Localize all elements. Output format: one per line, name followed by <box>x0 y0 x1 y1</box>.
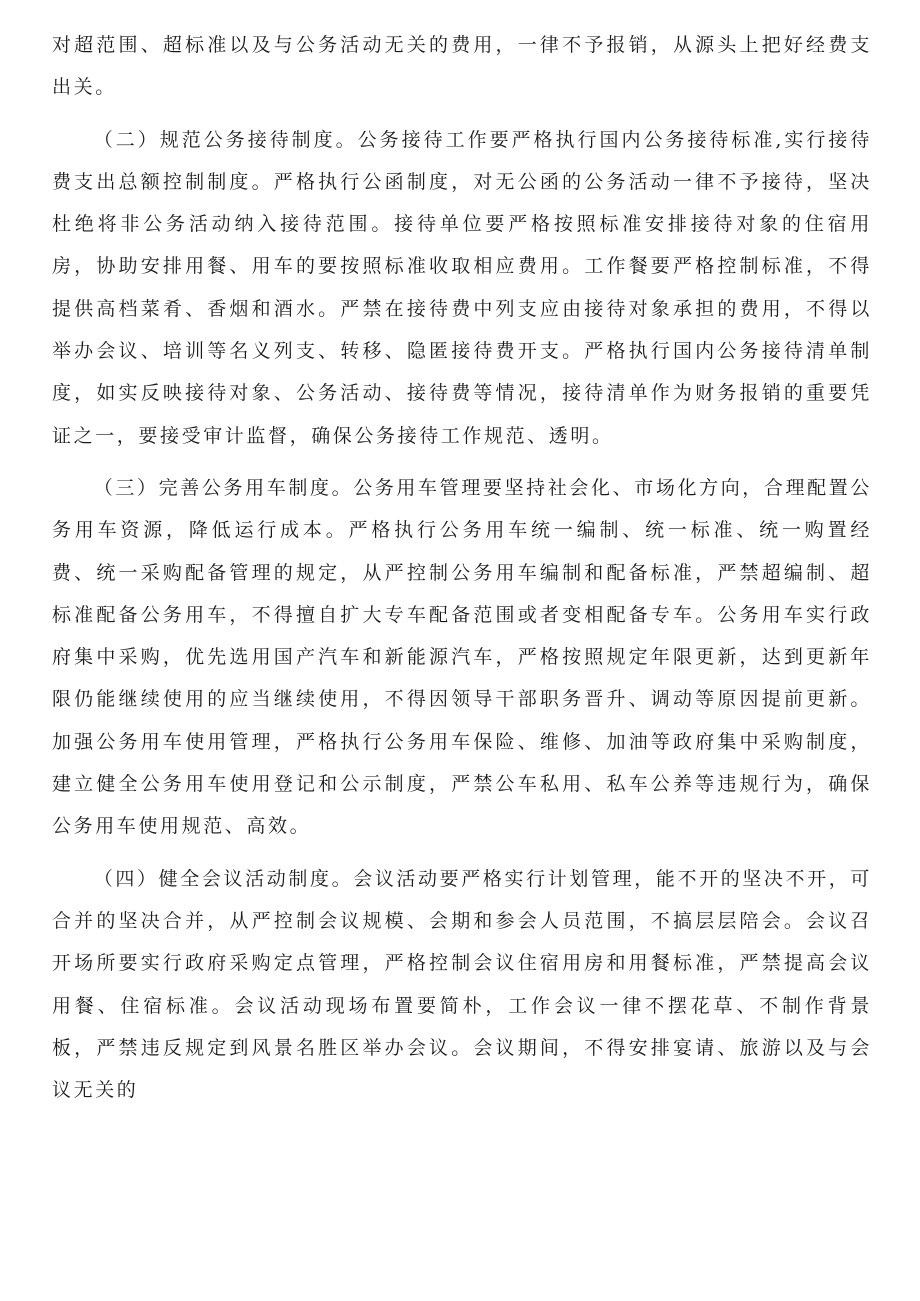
paragraph-continuation: 对超范围、超标准以及与公务活动无关的费用，一律不予报销，从源头上把好经费支出关。 <box>52 34 872 99</box>
paragraph-meeting-system: （四）健全会议活动制度。会议活动要严格实行计划管理，能不开的坚决不开，可合并的坚决合并，从严控制会议规模、会期和参会人员范围，不搞层层陪会。会议召开场所要实行政府采购定点管理，严格控制会议住宿用房和用餐标准，严禁提高会议用餐、住宿标准。会议活动现场布置要简朴，工作会议一律不摆花草、不制作背景板，严禁违反规定到风景名胜区举办会议。会议期间，不得安排宴请、旅游以及与会议无关的 <box>52 867 872 1102</box>
paragraph-reception-system: （二）规范公务接待制度。公务接待工作要严格执行国内公务接待标准,实行接待费支出总额控制制度。严格执行公函制度，对无公函的公务活动一律不予接待，坚决杜绝将非公务活动纳入接待范围。接待单位要严格按照标准安排接待对象的住宿用房，协助安排用餐、用车的要按照标准收取相应费用。工作餐要严格控制标准，不得提供高档菜肴、香烟和酒水。严禁在接待费中列支应由接待对象承担的费用，不得以举办会议、培训等名义列支、转移、隐匿接待费开支。严格执行国内公务接待清单制度，如实反映接待对象、公务活动、接待费等情况，接待清单作为财务报销的重要凭证之一，要接受审计监督，确保公务接待工作规范、透明。 <box>52 128 872 447</box>
paragraph-vehicle-system: （三）完善公务用车制度。公务用车管理要坚持社会化、市场化方向，合理配置公务用车资源，降低运行成本。严格执行公务用车统一编制、统一标准、统一购置经费、统一采购配备管理的规定，从严控制公务用车编制和配备标准，严禁超编制、超标准配备公务用车，不得擅自扩大专车配备范围或者变相配备专车。公务用车实行政府集中采购，优先选用国产汽车和新能源汽车，严格按照规定年限更新，达到更新年限仍能继续使用的应当继续使用，不得因领导干部职务晋升、调动等原因提前更新。加强公务用车使用管理，严格执行公务用车保险、维修、加油等政府集中采购制度，建立健全公务用车使用登记和公示制度，严禁公车私用、私车公养等违规行为，确保公务用车使用规范、高效。 <box>52 476 872 838</box>
